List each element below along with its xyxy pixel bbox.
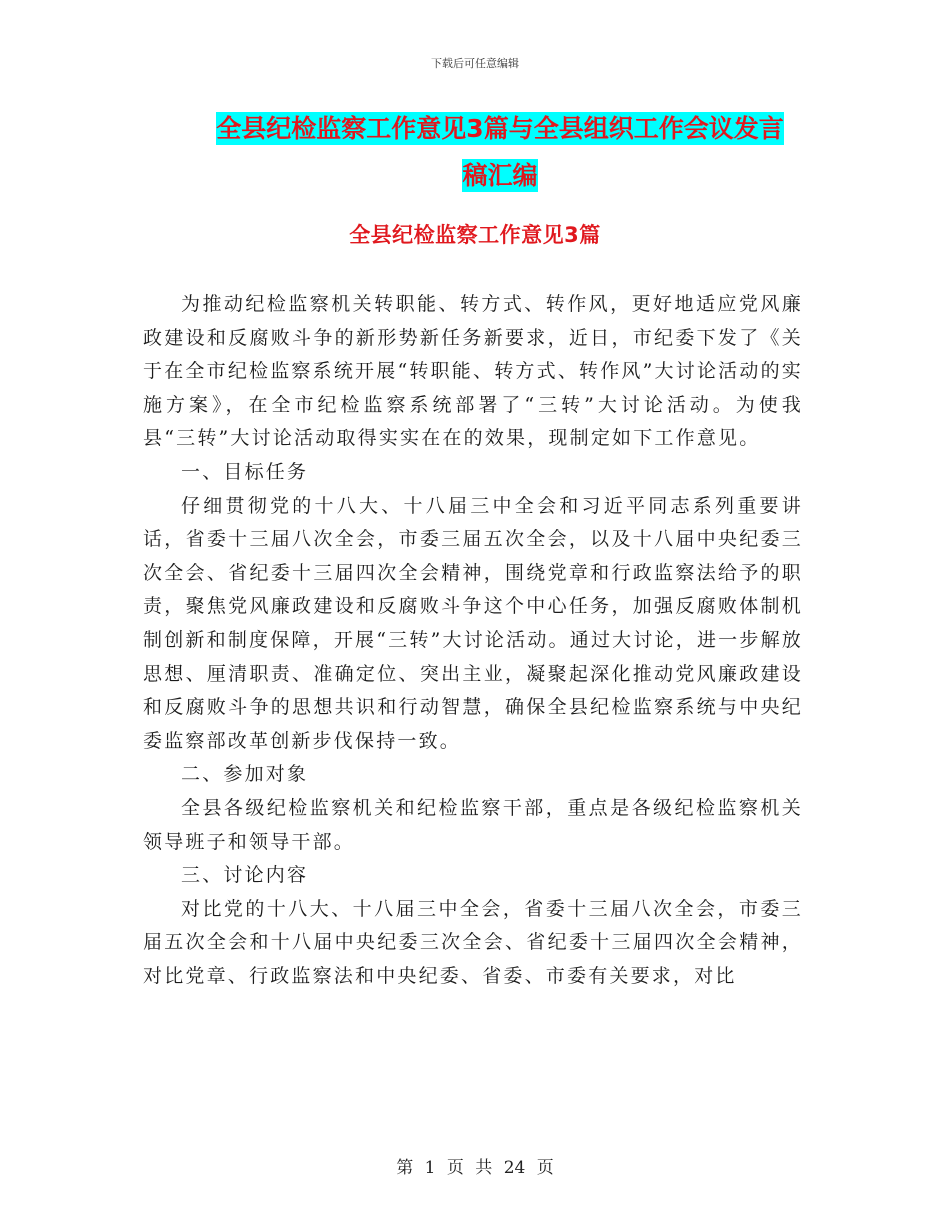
paragraph-participants: 全县各级纪检监察机关和纪检监察干部，重点是各级纪检监察机关领导班子和领导干部。 xyxy=(143,796,803,853)
header-note: 下载后可任意编辑 xyxy=(431,57,519,70)
paragraph-intro: 为推动纪检监察机关转职能、转方式、转作风，更好地适应党风廉政建设和反腐败斗争的新形势新任务新要求，近日，市纪委下发了《关于在全市纪检监察系统开展“转职能、转方式、转作风”大讨论活动的实施方案》，在全市纪检监察系统部署了“三转”大讨论活动。为使我县“三转”大讨论活动取得实实在在的效果，现制定如下工作意见。 xyxy=(143,293,803,450)
heading-goals: 一、目标任务 xyxy=(181,460,309,483)
paragraph-goals: 仔细贯彻党的十八大、十八届三中全会和习近平同志系列重要讲话，省委十三届八次全会，市委三届五次全会，以及十八届中央纪委三次全会、省纪委十三届四次全会精神，围绕党章和行政监察法给予的职责，聚焦党风廉政建设和反腐败斗争这个中心任务，加强反腐败体制机制创新和制度保障，开展“三转”大讨论活动。通过大讨论，进一步解放思想、厘清职责、准确定位、突出主业，凝聚起深化推动党风廉政建设和反腐败斗争的思想共识和行动智慧，确保全县纪检监察系统与中央纪委监察部改革创新步伐保持一致。 xyxy=(143,494,803,752)
section-title: 全县纪检监察工作意见3篇 xyxy=(349,223,601,247)
heading-discussion: 三、讨论内容 xyxy=(181,864,309,887)
paragraph-discussion: 对比党的十八大、十八届三中全会，省委十三届八次全会，市委三届五次全会和十八届中央纪委三次全会、省纪委十三届四次全会精神，对比党章、行政监察法和中央纪委、省委、市委有关要求，对比 xyxy=(143,897,803,987)
document-title-line-2: 稿汇编 xyxy=(462,161,538,190)
page-number-footer: 第 1 页 共 24 页 xyxy=(396,1158,554,1178)
document-title xyxy=(195,105,805,199)
heading-participants: 二、参加对象 xyxy=(181,763,309,786)
document-body xyxy=(143,288,803,993)
document-title-line-1: 全县纪检监察工作意见3篇与全县组织工作会议发言 xyxy=(216,114,784,143)
